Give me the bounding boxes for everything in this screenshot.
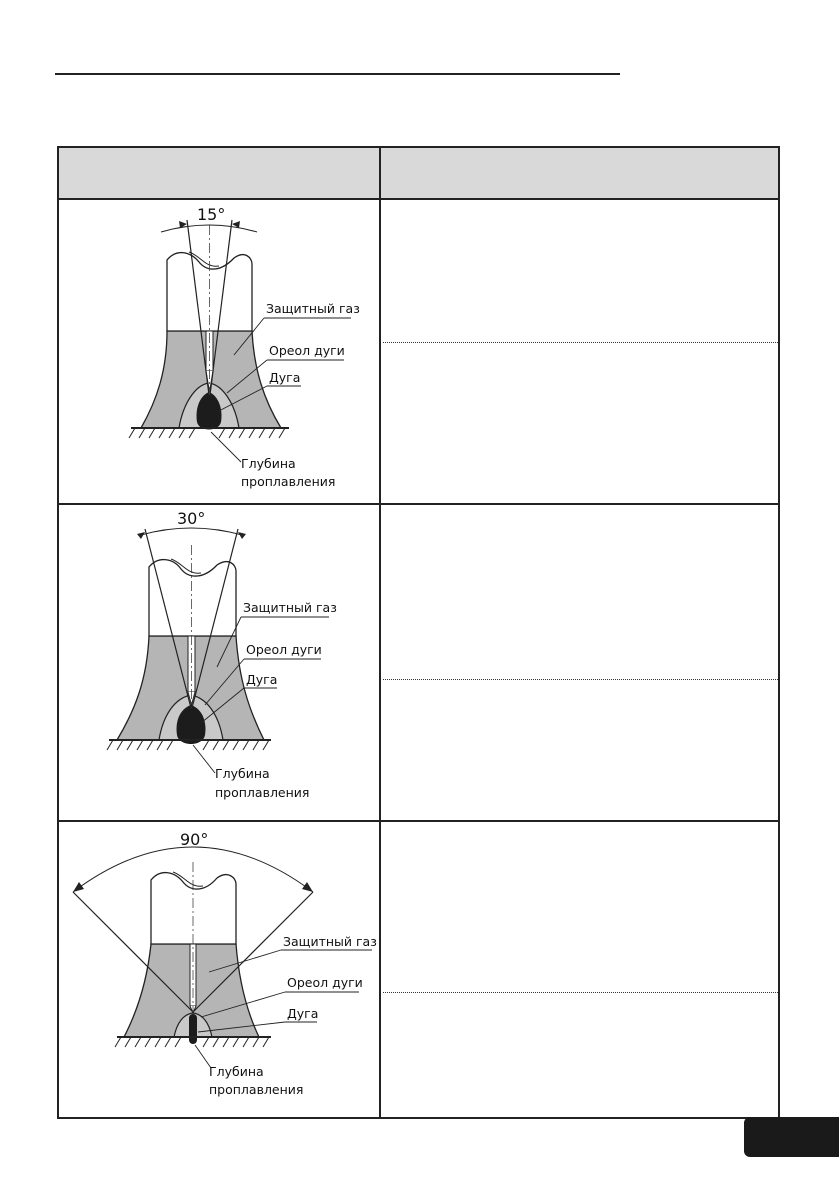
table-row	[58, 199, 779, 504]
table-row	[58, 504, 779, 821]
description-cell-90	[380, 821, 779, 1118]
electrode-body	[149, 560, 236, 636]
label-penetration-depth-line2: проплавления	[241, 474, 336, 489]
angle-label: 30°	[177, 509, 206, 528]
diagram-cell-30	[58, 504, 380, 821]
dotted-separator	[383, 679, 778, 680]
arc-shape	[189, 1014, 197, 1044]
description-cell-15	[380, 199, 779, 504]
description-cell-30	[380, 504, 779, 821]
label-penetration-depth-line2: проплавления	[209, 1082, 304, 1097]
label-arc: Дуга	[287, 1006, 319, 1021]
base-hatching	[129, 428, 285, 438]
electrode-angle-table	[57, 146, 780, 1119]
label-arc-halo: Ореол дуги	[246, 642, 322, 657]
diagram-cell-90	[58, 821, 380, 1118]
dotted-separator	[383, 342, 778, 343]
bottom-rule	[57, 1117, 730, 1119]
header-cell-diagram	[58, 147, 380, 199]
electrode-diagram-15	[59, 200, 379, 499]
electrode-body	[151, 873, 236, 944]
label-penetration-depth-line1: Глубина	[241, 456, 296, 471]
label-shield-gas: Защитный газ	[266, 301, 360, 316]
angle-label: 15°	[197, 205, 226, 224]
label-arc-halo: Ореол дуги	[269, 343, 345, 358]
label-penetration-depth-line1: Глубина	[215, 766, 270, 781]
label-penetration-depth-line2: проплавления	[215, 785, 310, 800]
label-shield-gas: Защитный газ	[283, 934, 377, 949]
label-arc-halo: Ореол дуги	[287, 975, 363, 990]
label-arc: Дуга	[269, 370, 301, 385]
label-arc: Дуга	[246, 672, 278, 687]
table-header-row	[58, 147, 779, 199]
page-number-tab	[744, 1117, 839, 1157]
header-cell-description	[380, 147, 779, 199]
label-shield-gas: Защитный газ	[243, 600, 337, 615]
dotted-separator	[383, 992, 778, 993]
top-rule	[55, 73, 620, 75]
table-row	[58, 821, 779, 1118]
label-penetration-depth-line1: Глубина	[209, 1064, 264, 1079]
electrode-diagram-30	[59, 505, 379, 816]
electrode-diagram-90	[59, 822, 379, 1113]
angle-label: 90°	[180, 830, 209, 849]
diagram-cell-15	[58, 199, 380, 504]
